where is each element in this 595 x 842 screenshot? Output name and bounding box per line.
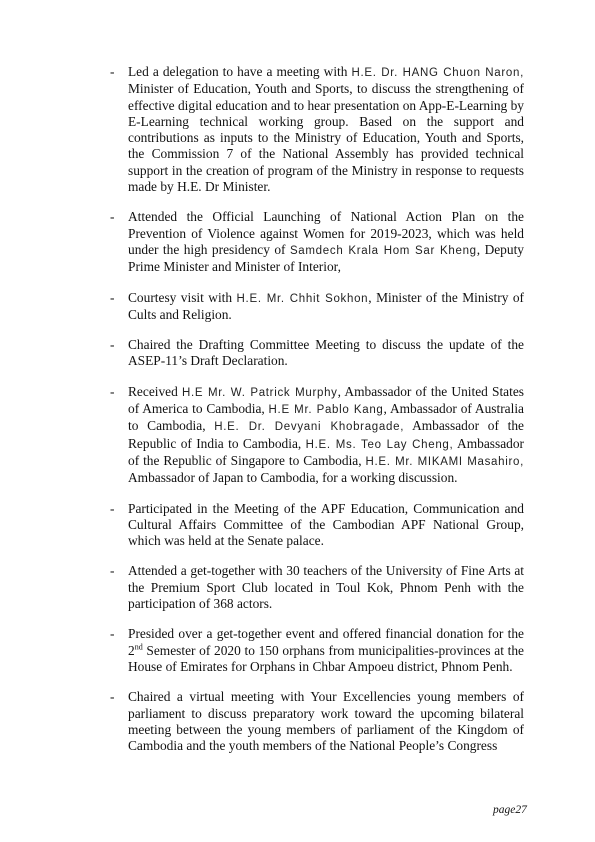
page-number: page27 [493, 804, 527, 816]
bullet-dash: - [110, 626, 115, 642]
item-text: Led a delegation to have a meeting with [128, 64, 352, 79]
bullet-dash: - [110, 289, 115, 305]
list-item [104, 689, 524, 754]
item-text: , Ambassador of the United States of America to Cambodia, [128, 383, 525, 417]
dignitary-name: H.E. Mr. Chhit Sokhon [236, 292, 369, 305]
bullet-dash: - [110, 209, 115, 225]
item-text: Minister of Education, Youth and Sports, to discuss the strengthening of effective digital education and to hear presentation on App-E-Learning by E-Learning technical working group. Based on the support and contributions as inputs to the Ministry of Education, Youth and Sports, the Commission 7 of the National Assembly has provided technical support in the creation of program of the Ministry in response to requests made by H.E. Dr Minister. [128, 81, 524, 195]
dignitary-name: H.E Mr. Pablo Kang [268, 404, 384, 417]
item-text: Ambassador of Japan to Cambodia, for a working discussion. [128, 470, 458, 486]
list-item [104, 501, 524, 550]
item-text: , Minister of the Ministry of Cults and Religion. [128, 289, 524, 322]
dignitary-name: H.E. Dr. Devyani Khobragade, [214, 421, 405, 434]
dignitary-name: Samdech Krala Hom Sar Kheng [289, 244, 477, 257]
item-text: , Ambassador of Australia to Cambodia, [128, 401, 524, 434]
ordinal-suffix: nd [134, 642, 143, 652]
bullet-dash: - [110, 337, 115, 353]
item-text: Ambassador of the Republic of Singapore to Cambodia, [128, 435, 525, 468]
bullet-dash: - [110, 383, 115, 399]
list-item [104, 290, 524, 324]
list-item [104, 209, 524, 275]
dignitary-name: H.E. Mr. MIKAMI Masahiro, [365, 455, 524, 468]
item-text: Chaired a virtual meeting with Your Excellencies young members of parliament to discuss preparatory work toward the upcoming bilateral meeting between the young members of parliament of the Kingdom of Cambodia and the youth members of the National People’s Congress [128, 689, 524, 754]
bullet-dash: - [110, 563, 115, 579]
item-text: Participated in the Meeting of the APF Education, Communication and Cultural Affairs Committee of the Cambodian APF National Group, which was held at the Senate palace. [128, 500, 524, 549]
list-item [104, 626, 524, 675]
list-item [104, 563, 524, 612]
bullet-dash: - [110, 689, 115, 705]
item-text: Courtesy visit with [128, 289, 237, 305]
item-text: Received [128, 383, 182, 399]
item-text: Chaired the Drafting Committee Meeting to discuss the update of the ASEP-11’s Draft Declaration. [128, 337, 524, 369]
bullet-dash: - [110, 64, 115, 79]
list-item [104, 64, 524, 195]
list-item [104, 337, 524, 370]
activity-list [104, 64, 524, 768]
dignitary-name: H.E. Ms. Teo Lay Cheng, [305, 438, 454, 451]
dignitary-name: H.E Mr. W. Patrick Murphy [182, 386, 338, 399]
item-text: Attended the Official Launching of National Action Plan on the Prevention of Violence against Women for 2019-2023, which was held under the high presidency of [128, 209, 524, 257]
dignitary-name: H.E. Dr. HANG Chuon Naron, [351, 67, 524, 79]
list-item [104, 384, 524, 487]
bullet-dash: - [110, 500, 115, 516]
item-text: Attended a get-together with 30 teachers of the University of Fine Arts at the Premium Sport Club located in Toul Kok, Phnom Penh with the participation of 368 actors. [128, 563, 524, 612]
item-text: Ambassador of the Republic of India to Cambodia, [128, 418, 525, 451]
item-text: Semester of 2020 to 150 orphans from municipalities-provinces at the House of Emirates for Orphans in Chbar Ampoeu district, Phnom Penh. [128, 642, 524, 674]
item-text: , Deputy Prime Minister and Minister of Interior, [128, 241, 524, 275]
item-text: Presided over a get-together event and offered financial donation for the 2 [128, 626, 524, 658]
